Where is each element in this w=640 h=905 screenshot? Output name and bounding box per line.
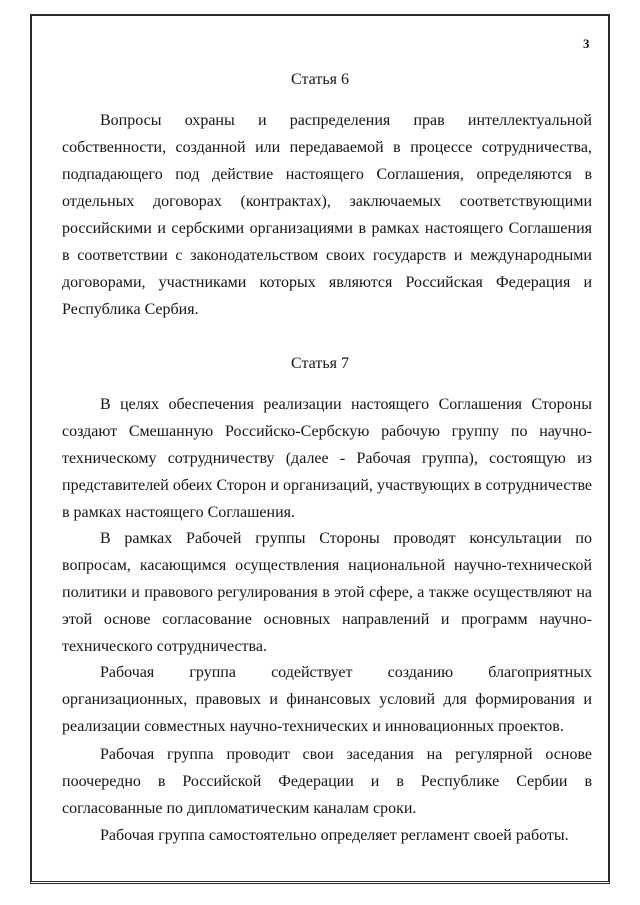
article-7-heading: Статья 7 bbox=[291, 355, 349, 372]
article-6-heading: Статья 6 bbox=[291, 71, 349, 88]
article-7-paragraph-2: В рамках Рабочей группы Стороны проводят консультации по вопросам, касающимся осуществления национальной научно-технической политики и правового регулирования в этой сфере, а также осуществляют на этой основе согласование основных направлений и программ научно-технического сотрудничества. bbox=[62, 530, 592, 655]
article-7-paragraph-4: Рабочая группа проводит свои заседания на регулярной основе поочередно в Российской Федерации и в Республике Сербии в согласованные по дипломатическим каналам сроки. bbox=[62, 746, 592, 817]
page-number: 3 bbox=[583, 36, 590, 51]
article-7-paragraph-1: В целях обеспечения реализации настоящего Соглашения Стороны создают Смешанную Российско-Сербскую рабочую группу по научно-техническому сотрудничеству (далее - Рабочая группа), состоящую из представителей обеих Сторон и организаций, участвующих в сотрудничестве в рамках настоящего Соглашения. bbox=[62, 396, 592, 521]
article-7-paragraph-3: Рабочая группа содействует созданию благоприятных организационных, правовых и финансовых условий для формирования и реализации совместных научно-технических и инновационных проектов. bbox=[62, 664, 592, 735]
article-6-paragraph-1: Вопросы охраны и распределения прав интеллектуальной собственности, созданной или передаваемой в процессе сотрудничества, подпадающего под действие настоящего Соглашения, определяются в отдельных договорах (контрактах), заключаемых соответствующими российскими и сербскими организациями в рамках настоящего Соглашения в соответствии с законодательством своих государств и международными договорами, участниками которых являются Российская Федерация и Республика Сербия. bbox=[62, 112, 592, 318]
article-7-paragraph-5: Рабочая группа самостоятельно определяет регламент своей работы. bbox=[100, 827, 569, 844]
